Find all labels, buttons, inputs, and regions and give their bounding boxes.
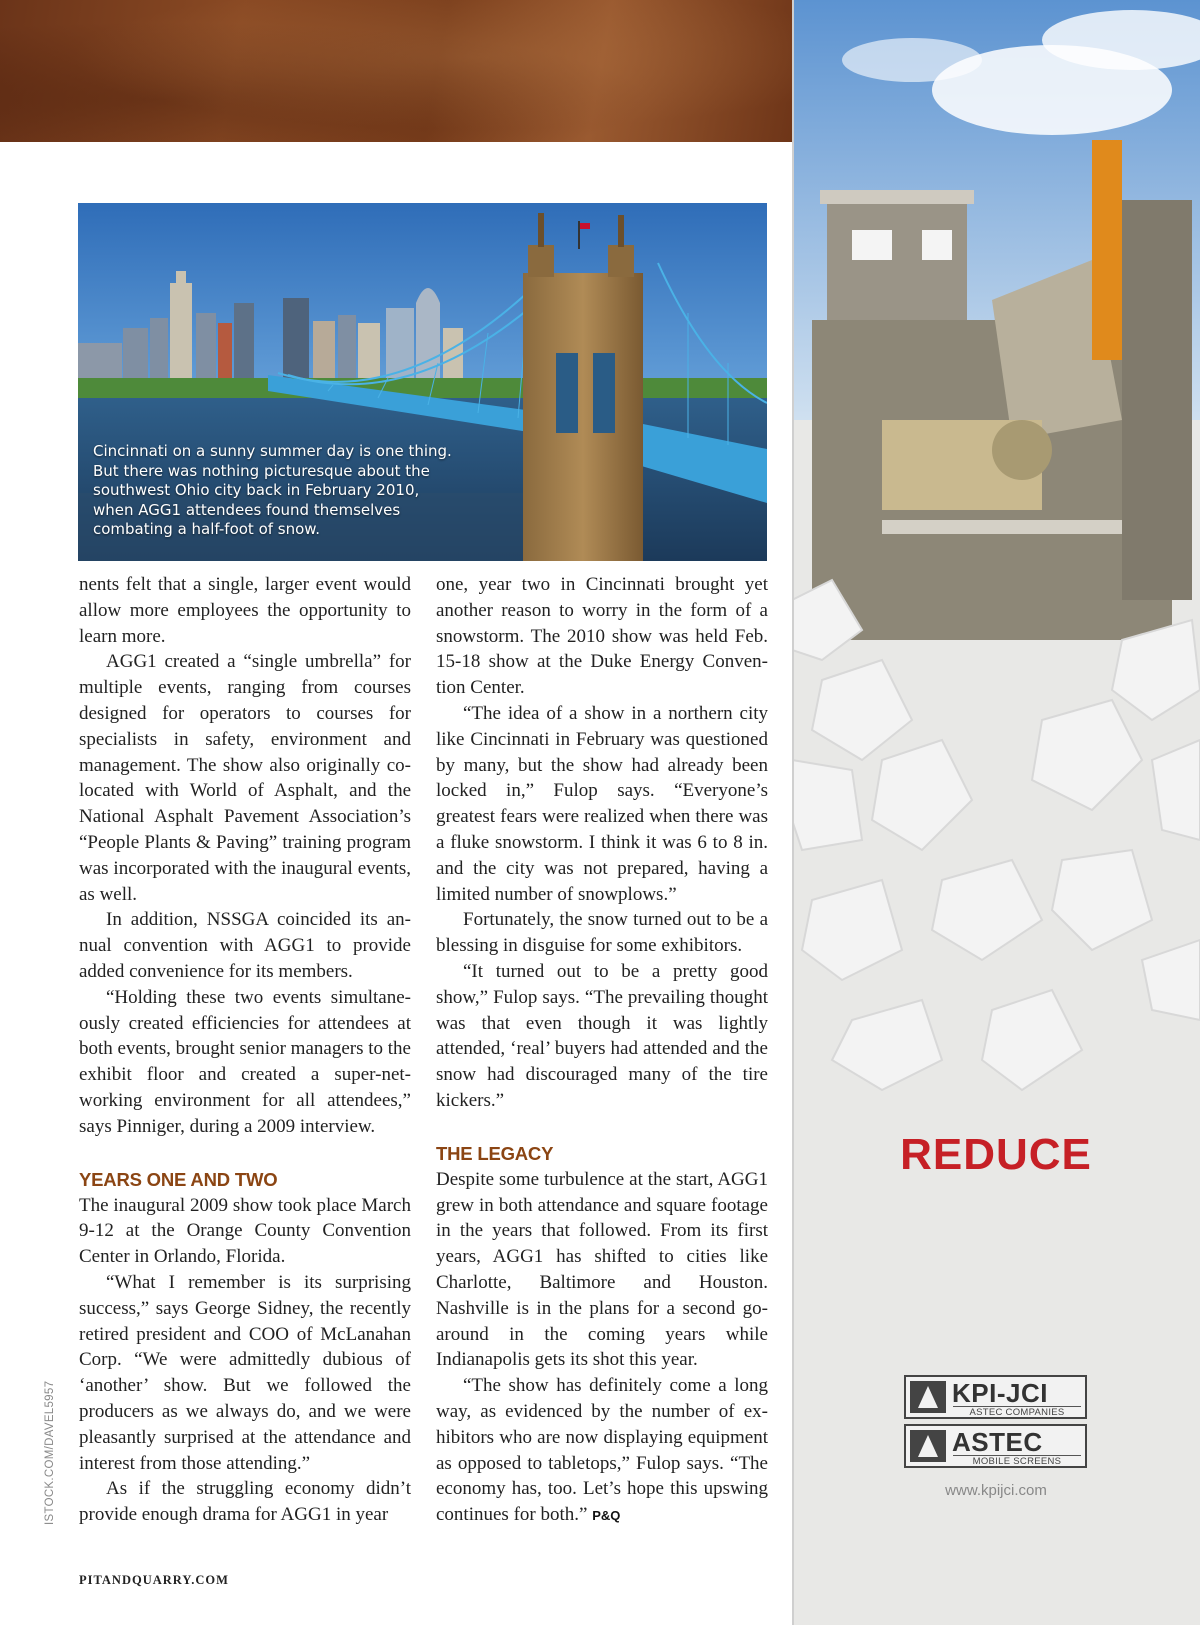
section-heading: THE LEGACY <box>436 1142 554 1164</box>
logo-name: ASTEC <box>952 1427 1043 1457</box>
article-paragraph: “What I remember is its surprising success,” says George Sidney, the recently retired president and COO of McLanahan Corp. “We were admittedly dubious of ‘another’ show. But we followed the producers as we always do, and we were pleasantly surprised at the attendance and interest from those attending.” <box>79 1271 411 1474</box>
caption-line: Cincinnati on a sunny summer day is one thing. <box>93 442 452 460</box>
article-paragraph: nents felt that a single, larger event would allow more employees the opportunity to learn more. <box>79 574 411 647</box>
logo-name: KPI-JCI <box>952 1378 1048 1408</box>
article-paragraph: The inaugural 2009 show took place March 9-12 at the Orange County Convention Center in Orlando, Florida. <box>79 1194 411 1268</box>
logo-subtitle: MOBILE SCREENS <box>953 1455 1081 1467</box>
astec-logo <box>904 1424 1087 1468</box>
article-paragraph: Despite some turbulence at the start, AGG1 grew in both attendance and square footage in the years that followed. From its first years, AGG1 has shifted to cities like Charlotte, Baltimore and Houston. Nashville is in the plans for a second go-around in the coming years while Indianapolis gets its shot this year. <box>436 1168 768 1371</box>
caption-line: when AGG1 attendees found themselves <box>93 500 401 519</box>
page-divider <box>792 0 794 1625</box>
article-column-left <box>79 572 411 1528</box>
advertisement-panel <box>792 0 1200 1625</box>
article-paragraph: AGG1 created a “single umbrella” for multiple events, ranging from courses designed for operators to courses for specialists in safety, environment and management. The show also originally co-located with World of Asphalt, and the National Asphalt Pavement Association’s “People Plants & Paving” training program was incorporated with the inaugural events, as well. <box>79 651 411 905</box>
pq-signoff: P&Q <box>592 1508 621 1524</box>
astec-triangle-icon <box>910 1381 946 1413</box>
section-heading: YEARS ONE AND TWO <box>79 1168 278 1190</box>
caption-line: combating a half-foot of snow. <box>93 520 320 538</box>
article-paragraph: “It turned out to be a pretty good show,” Fulop says. “The prevailing thought was that even though it was lightly attended, ‘real’ buyers had attended and the snow had discouraged many of the tire kickers.” <box>436 960 768 1111</box>
footer-website: PITANDQUARRY.COM <box>79 1573 229 1587</box>
article-column-right <box>436 572 768 1529</box>
astec-triangle-icon <box>910 1430 946 1462</box>
article-paragraph: “Holding these two events simultaneously created efficiencies for attendees at both events, brought senior managers to the exhibit floor and created a super-networking environment for all attendees,” says Pinniger, during a 2009 interview. <box>79 986 411 1137</box>
caption-line: southwest Ohio city back in February 2010, <box>93 481 420 499</box>
ad-website-link[interactable]: www.kpijci.com <box>945 1482 1047 1499</box>
caption-line: But there was nothing picturesque about the <box>93 461 430 480</box>
logo-subtitle: ASTEC COMPANIES <box>953 1406 1081 1418</box>
kpi-jci-logo <box>904 1375 1087 1419</box>
cincinnati-bridge-photo <box>78 203 767 561</box>
photo-credit: ISTOCK.COM/DAVEL5957 <box>44 1380 56 1525</box>
ad-headline: REDUCE <box>900 1130 1092 1179</box>
article-paragraph: As if the struggling economy didn’t provide enough drama for AGG1 in year <box>79 1478 411 1526</box>
article-paragraph: one, year two in Cincinnati brought yet another reason to worry in the form of a snowstorm. The 2010 show was held Feb. 15-18 show at the Duke Energy Convention Center. <box>436 574 768 699</box>
photo-caption <box>93 442 463 540</box>
article-paragraph: “The idea of a show in a northern city like Cincinnati in February was questioned by many, but the show had already been locked in,” Fulop says. “Everyone’s greatest fears were realized when there was a fluke snowstorm. I think it was 6 to 8 in. and the city was not prepared, having a limited number of snowplows.” <box>436 702 768 905</box>
article-paragraph: In addition, NSSGA coincided its annual convention with AGG1 to provide added convenience for its members. <box>79 909 411 982</box>
article-paragraph: Fortunately, the snow turned out to be a blessing in disguise for some exhibitors. <box>436 909 768 957</box>
article-paragraph <box>436 1373 768 1529</box>
article-paragraph-text: “The show has definitely come a long way, as evidenced by the number of exhibitors who are now displaying equipment as opposed to tabletops,” Fulop says. “The economy has, too. Let’s hope this upswing continues for both.” <box>436 1375 768 1526</box>
top-decorative-band <box>0 0 792 142</box>
